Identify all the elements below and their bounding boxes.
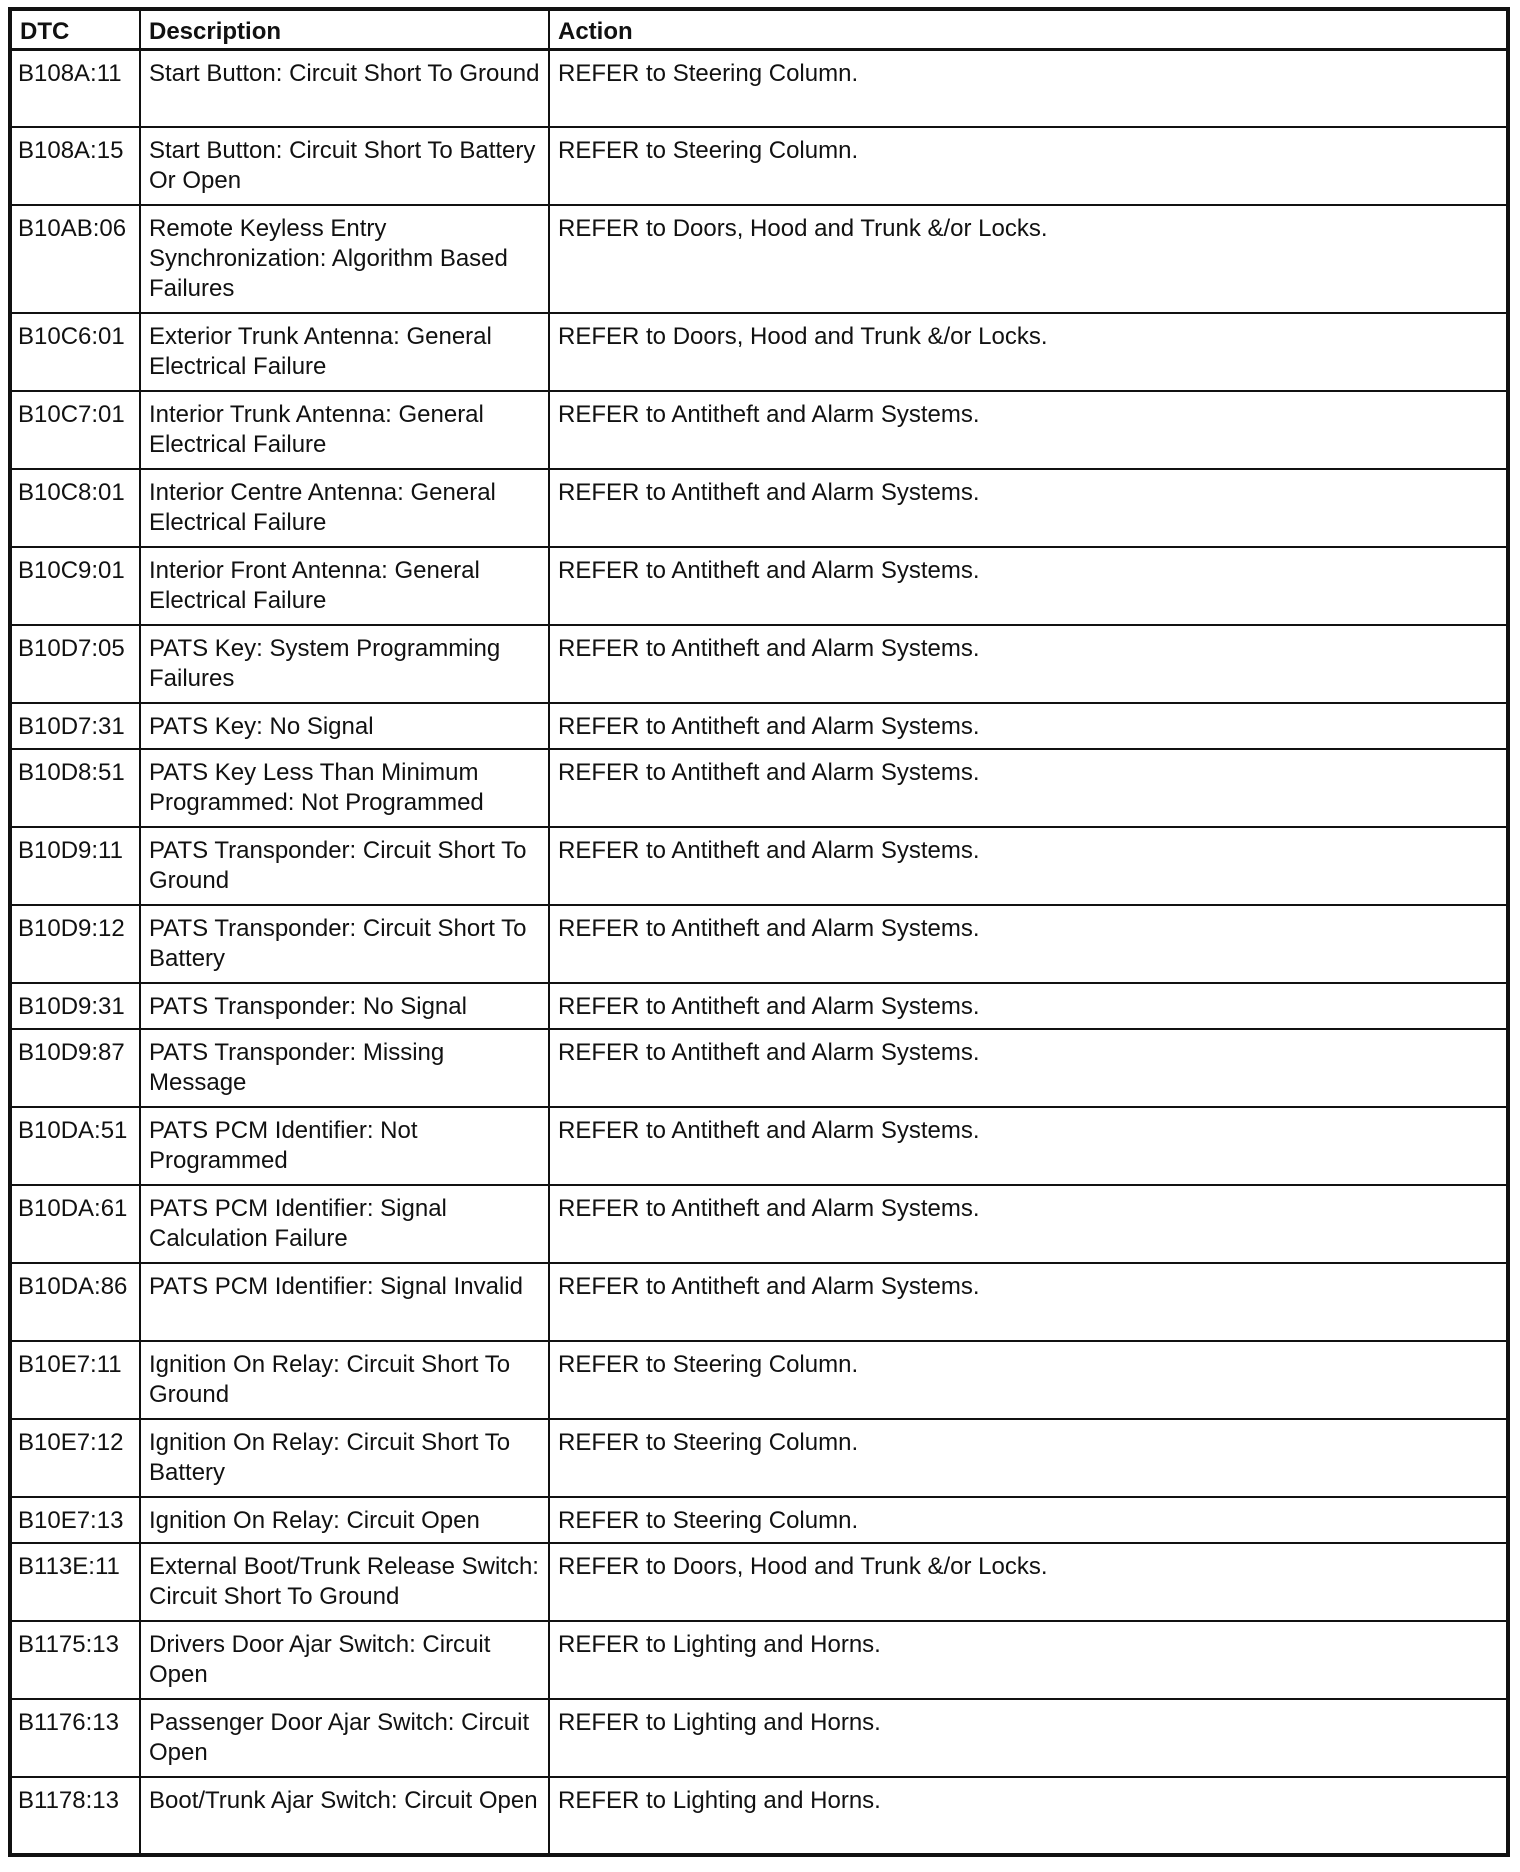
description-cell: PATS PCM Identifier: Not Programmed: [140, 1107, 549, 1185]
table-row: [10, 1263, 1508, 1341]
description-cell: Ignition On Relay: Circuit Short To Ground: [140, 1341, 549, 1419]
dtc-code-cell: B10DA:86: [10, 1263, 140, 1341]
description-cell: Start Button: Circuit Short To Ground: [140, 49, 549, 127]
action-cell: REFER to Antitheft and Alarm Systems.: [549, 391, 1508, 469]
description-cell: Interior Front Antenna: General Electrical Failure: [140, 547, 549, 625]
dtc-code-cell: B113E:11: [10, 1543, 140, 1621]
dtc-code-cell: B10C7:01: [10, 391, 140, 469]
header-action: Action: [549, 9, 1508, 49]
action-cell: REFER to Doors, Hood and Trunk &/or Locks.: [549, 1543, 1508, 1621]
action-cell: REFER to Lighting and Horns.: [549, 1777, 1508, 1855]
dtc-code-cell: B108A:11: [10, 49, 140, 127]
description-cell: Passenger Door Ajar Switch: Circuit Open: [140, 1699, 549, 1777]
description-cell: Ignition On Relay: Circuit Open: [140, 1497, 549, 1543]
description-cell: PATS Key: No Signal: [140, 703, 549, 749]
dtc-code-cell: B1176:13: [10, 1699, 140, 1777]
dtc-code-cell: B10D9:11: [10, 827, 140, 905]
dtc-code-cell: B108A:15: [10, 127, 140, 205]
action-cell: REFER to Antitheft and Alarm Systems.: [549, 1185, 1508, 1263]
dtc-table: [8, 7, 1510, 1857]
dtc-code-cell: B10C6:01: [10, 313, 140, 391]
dtc-code-cell: B10D8:51: [10, 749, 140, 827]
table-row: [10, 749, 1508, 827]
action-cell: REFER to Antitheft and Alarm Systems.: [549, 625, 1508, 703]
description-cell: PATS Transponder: Circuit Short To Battery: [140, 905, 549, 983]
description-cell: Interior Trunk Antenna: General Electrical Failure: [140, 391, 549, 469]
description-cell: Drivers Door Ajar Switch: Circuit Open: [140, 1621, 549, 1699]
action-cell: REFER to Antitheft and Alarm Systems.: [549, 1263, 1508, 1341]
action-cell: REFER to Lighting and Horns.: [549, 1621, 1508, 1699]
action-cell: REFER to Antitheft and Alarm Systems.: [549, 469, 1508, 547]
dtc-code-cell: B10DA:51: [10, 1107, 140, 1185]
dtc-code-cell: B1175:13: [10, 1621, 140, 1699]
description-cell: Interior Centre Antenna: General Electrical Failure: [140, 469, 549, 547]
table-row: [10, 1777, 1508, 1855]
action-cell: REFER to Antitheft and Alarm Systems.: [549, 1029, 1508, 1107]
action-cell: REFER to Antitheft and Alarm Systems.: [549, 749, 1508, 827]
dtc-code-cell: B10E7:13: [10, 1497, 140, 1543]
dtc-code-cell: B10D7:05: [10, 625, 140, 703]
description-cell: External Boot/Trunk Release Switch: Circuit Short To Ground: [140, 1543, 549, 1621]
dtc-code-cell: B10D9:31: [10, 983, 140, 1029]
dtc-code-cell: B10C9:01: [10, 547, 140, 625]
dtc-code-cell: B10D9:87: [10, 1029, 140, 1107]
description-cell: PATS Key: System Programming Failures: [140, 625, 549, 703]
dtc-code-cell: B10D9:12: [10, 905, 140, 983]
action-cell: REFER to Steering Column.: [549, 127, 1508, 205]
action-cell: REFER to Antitheft and Alarm Systems.: [549, 827, 1508, 905]
description-cell: Ignition On Relay: Circuit Short To Battery: [140, 1419, 549, 1497]
table-row: [10, 1107, 1508, 1185]
table-row: [10, 313, 1508, 391]
dtc-code-cell: B10AB:06: [10, 205, 140, 313]
table-row: [10, 1029, 1508, 1107]
action-cell: REFER to Antitheft and Alarm Systems.: [549, 703, 1508, 749]
table-row: [10, 391, 1508, 469]
description-cell: Boot/Trunk Ajar Switch: Circuit Open: [140, 1777, 549, 1855]
table-row: [10, 983, 1508, 1029]
dtc-code-cell: B10C8:01: [10, 469, 140, 547]
action-cell: REFER to Steering Column.: [549, 1419, 1508, 1497]
table-row: [10, 547, 1508, 625]
header-description: Description: [140, 9, 549, 49]
description-cell: Start Button: Circuit Short To Battery Or Open: [140, 127, 549, 205]
dtc-code-cell: B1178:13: [10, 1777, 140, 1855]
dtc-code-cell: B10DA:61: [10, 1185, 140, 1263]
description-cell: PATS PCM Identifier: Signal Calculation Failure: [140, 1185, 549, 1263]
description-cell: PATS Transponder: No Signal: [140, 983, 549, 1029]
table-row: [10, 49, 1508, 127]
description-cell: PATS Transponder: Circuit Short To Ground: [140, 827, 549, 905]
table-row: [10, 625, 1508, 703]
description-cell: Remote Keyless Entry Synchronization: Algorithm Based Failures: [140, 205, 549, 313]
table-row: [10, 1699, 1508, 1777]
header-dtc: DTC: [10, 9, 140, 49]
description-cell: PATS Key Less Than Minimum Programmed: Not Programmed: [140, 749, 549, 827]
dtc-code-cell: B10E7:11: [10, 1341, 140, 1419]
action-cell: REFER to Steering Column.: [549, 49, 1508, 127]
action-cell: REFER to Lighting and Horns.: [549, 1699, 1508, 1777]
action-cell: REFER to Steering Column.: [549, 1341, 1508, 1419]
table-row: [10, 205, 1508, 313]
action-cell: REFER to Antitheft and Alarm Systems.: [549, 1107, 1508, 1185]
table-body: [10, 49, 1508, 1855]
action-cell: REFER to Antitheft and Alarm Systems.: [549, 905, 1508, 983]
description-cell: Exterior Trunk Antenna: General Electrical Failure: [140, 313, 549, 391]
table-header: [10, 9, 1508, 49]
table-row: [10, 827, 1508, 905]
table-row: [10, 905, 1508, 983]
action-cell: REFER to Doors, Hood and Trunk &/or Locks.: [549, 313, 1508, 391]
description-cell: PATS Transponder: Missing Message: [140, 1029, 549, 1107]
table-row: [10, 127, 1508, 205]
action-cell: REFER to Antitheft and Alarm Systems.: [549, 547, 1508, 625]
table-row: [10, 1543, 1508, 1621]
table-row: [10, 1419, 1508, 1497]
table-row: [10, 1341, 1508, 1419]
dtc-code-cell: B10E7:12: [10, 1419, 140, 1497]
action-cell: REFER to Doors, Hood and Trunk &/or Locks.: [549, 205, 1508, 313]
table-row: [10, 469, 1508, 547]
table-row: [10, 1185, 1508, 1263]
table-row: [10, 703, 1508, 749]
action-cell: REFER to Steering Column.: [549, 1497, 1508, 1543]
dtc-code-cell: B10D7:31: [10, 703, 140, 749]
action-cell: REFER to Antitheft and Alarm Systems.: [549, 983, 1508, 1029]
header-row: [10, 9, 1508, 49]
table-row: [10, 1497, 1508, 1543]
table-row: [10, 1621, 1508, 1699]
description-cell: PATS PCM Identifier: Signal Invalid: [140, 1263, 549, 1341]
